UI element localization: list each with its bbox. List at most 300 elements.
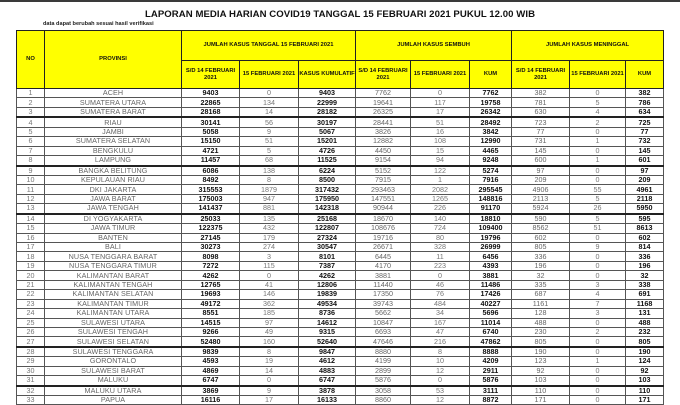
province-name: JAWA BARAT xyxy=(45,194,182,203)
table-row xyxy=(17,185,664,194)
cases-until-14feb: 4593 xyxy=(182,357,240,366)
deaths-15feb: 0 xyxy=(570,386,626,396)
recovered-cumulative: 5876 xyxy=(470,376,512,386)
recovered-15feb: 51 xyxy=(411,117,470,127)
table-row xyxy=(17,224,664,233)
recovered-15feb: 140 xyxy=(411,214,470,224)
cases-15feb: 14 xyxy=(240,107,299,117)
province-name: SUMATERA BARAT xyxy=(45,107,182,117)
row-number: 20 xyxy=(17,271,45,280)
deaths-cumulative: 92 xyxy=(626,366,664,375)
recovered-until-14feb: 9154 xyxy=(356,156,411,166)
table-row xyxy=(17,357,664,366)
cases-cumulative: 22999 xyxy=(299,98,356,107)
deaths-cumulative: 196 xyxy=(626,261,664,270)
recovered-cumulative: 40227 xyxy=(470,299,512,308)
deaths-until-14feb: 600 xyxy=(512,156,570,166)
cases-until-14feb: 4869 xyxy=(182,366,240,375)
recovered-cumulative: 26999 xyxy=(470,243,512,252)
recovered-15feb: 484 xyxy=(411,299,470,308)
table-row xyxy=(17,290,664,299)
deaths-cumulative: 595 xyxy=(626,214,664,224)
province-name: SULAWESI TENGAH xyxy=(45,327,182,336)
recovered-15feb: 80 xyxy=(411,233,470,242)
province-name: DI YOGYAKARTA xyxy=(45,214,182,224)
province-name: BALI xyxy=(45,243,182,252)
deaths-15feb: 0 xyxy=(570,146,626,155)
table-row xyxy=(17,366,664,375)
cases-15feb: 17 xyxy=(240,396,299,405)
province-name: BANTEN xyxy=(45,233,182,242)
cases-15feb: 0 xyxy=(240,376,299,386)
recovered-until-14feb: 3058 xyxy=(356,386,411,396)
cases-cumulative: 175950 xyxy=(299,194,356,203)
recovered-15feb: 117 xyxy=(411,98,470,107)
cases-until-14feb: 27145 xyxy=(182,233,240,242)
cases-until-14feb: 8492 xyxy=(182,175,240,184)
deaths-15feb: 1 xyxy=(570,357,626,366)
cases-cumulative: 122807 xyxy=(299,224,356,233)
deaths-cumulative: 190 xyxy=(626,347,664,357)
recovered-15feb: 46 xyxy=(411,280,470,289)
table-row xyxy=(17,233,664,242)
deaths-until-14feb: 1161 xyxy=(512,299,570,308)
deaths-15feb: 3 xyxy=(570,280,626,289)
deaths-cumulative: 77 xyxy=(626,127,664,136)
deaths-until-14feb: 687 xyxy=(512,290,570,299)
province-name: RIAU xyxy=(45,117,182,127)
deaths-cumulative: 488 xyxy=(626,318,664,327)
cases-15feb: 3 xyxy=(240,252,299,261)
recovered-cumulative: 19796 xyxy=(470,233,512,242)
header-no: NO xyxy=(17,31,45,89)
recovered-until-14feb: 26671 xyxy=(356,243,411,252)
province-name: SUMATERA SELATAN xyxy=(45,137,182,146)
recovered-15feb: 122 xyxy=(411,166,470,176)
recovered-until-14feb: 293463 xyxy=(356,185,411,194)
table-row xyxy=(17,299,664,308)
recovered-cumulative: 8872 xyxy=(470,396,512,405)
deaths-cumulative: 691 xyxy=(626,290,664,299)
header-sembuh-kum: KUM xyxy=(470,61,512,89)
province-name: SUMATERA UTARA xyxy=(45,98,182,107)
cases-15feb: 134 xyxy=(240,98,299,107)
cases-15feb: 160 xyxy=(240,337,299,347)
recovered-15feb: 53 xyxy=(411,386,470,396)
province-name: DKI JAKARTA xyxy=(45,185,182,194)
table-row xyxy=(17,146,664,155)
recovered-cumulative: 26342 xyxy=(470,107,512,117)
deaths-cumulative: 732 xyxy=(626,137,664,146)
recovered-cumulative: 7762 xyxy=(470,89,512,98)
recovered-cumulative: 17426 xyxy=(470,290,512,299)
recovered-cumulative: 19758 xyxy=(470,98,512,107)
cases-until-14feb: 25033 xyxy=(182,214,240,224)
row-number: 3 xyxy=(17,107,45,117)
deaths-until-14feb: 97 xyxy=(512,166,570,176)
recovered-15feb: 216 xyxy=(411,337,470,347)
deaths-until-14feb: 103 xyxy=(512,376,570,386)
deaths-until-14feb: 190 xyxy=(512,347,570,357)
recovered-cumulative: 2911 xyxy=(470,366,512,375)
cases-15feb: 947 xyxy=(240,194,299,203)
deaths-cumulative: 110 xyxy=(626,386,664,396)
deaths-cumulative: 2118 xyxy=(626,194,664,203)
deaths-cumulative: 5950 xyxy=(626,204,664,214)
deaths-until-14feb: 805 xyxy=(512,337,570,347)
recovered-cumulative: 12990 xyxy=(470,137,512,146)
cases-15feb: 362 xyxy=(240,299,299,308)
province-name: PAPUA xyxy=(45,396,182,405)
report-subtitle: data dapat berubah sesuai hasil verifikasi xyxy=(43,21,154,27)
cases-15feb: 138 xyxy=(240,166,299,176)
province-name: JAWA TIMUR xyxy=(45,224,182,233)
cases-cumulative: 25168 xyxy=(299,214,356,224)
deaths-15feb: 2 xyxy=(570,117,626,127)
row-number: 12 xyxy=(17,194,45,203)
row-number: 27 xyxy=(17,337,45,347)
cases-15feb: 185 xyxy=(240,309,299,318)
report-title: LAPORAN MEDIA HARIAN COVID19 TANGGAL 15 FEBRUARI 2021 PUKUL 12.00 WIB xyxy=(144,9,536,20)
header-kasus-kumulatif: KASUS KUMULATIF xyxy=(299,61,356,89)
cases-15feb: 0 xyxy=(240,89,299,98)
deaths-15feb: 0 xyxy=(570,261,626,270)
deaths-cumulative: 209 xyxy=(626,175,664,184)
recovered-15feb: 16 xyxy=(411,127,470,136)
deaths-cumulative: 103 xyxy=(626,376,664,386)
deaths-cumulative: 97 xyxy=(626,166,664,176)
recovered-15feb: 11 xyxy=(411,252,470,261)
header-group-sembuh: JUMLAH KASUS SEMBUH xyxy=(356,31,512,61)
row-number: 25 xyxy=(17,318,45,327)
deaths-cumulative: 786 xyxy=(626,98,664,107)
recovered-15feb: 0 xyxy=(411,89,470,98)
deaths-until-14feb: 731 xyxy=(512,137,570,146)
cases-15feb: 56 xyxy=(240,117,299,127)
recovered-until-14feb: 4450 xyxy=(356,146,411,155)
header-sembuh-sd14: S/D 14 FEBRUARI 2021 xyxy=(356,61,411,89)
recovered-15feb: 226 xyxy=(411,204,470,214)
table-row xyxy=(17,175,664,184)
recovered-until-14feb: 11440 xyxy=(356,280,411,289)
cases-cumulative: 8500 xyxy=(299,175,356,184)
cases-until-14feb: 15150 xyxy=(182,137,240,146)
recovered-cumulative: 148816 xyxy=(470,194,512,203)
recovered-15feb: 108 xyxy=(411,137,470,146)
row-number: 14 xyxy=(17,214,45,224)
deaths-cumulative: 124 xyxy=(626,357,664,366)
cases-until-14feb: 5058 xyxy=(182,127,240,136)
cases-cumulative: 9315 xyxy=(299,327,356,336)
deaths-until-14feb: 110 xyxy=(512,386,570,396)
cases-cumulative: 52640 xyxy=(299,337,356,347)
cases-15feb: 135 xyxy=(240,214,299,224)
row-number: 13 xyxy=(17,204,45,214)
table-row xyxy=(17,309,664,318)
province-name: BENGKULU xyxy=(45,146,182,155)
row-number: 31 xyxy=(17,376,45,386)
table-row xyxy=(17,386,664,396)
deaths-15feb: 9 xyxy=(570,243,626,252)
row-number: 22 xyxy=(17,290,45,299)
cases-15feb: 179 xyxy=(240,233,299,242)
deaths-cumulative: 336 xyxy=(626,252,664,261)
recovered-cumulative: 28492 xyxy=(470,117,512,127)
deaths-until-14feb: 8562 xyxy=(512,224,570,233)
row-number: 4 xyxy=(17,117,45,127)
deaths-until-14feb: 2113 xyxy=(512,194,570,203)
deaths-15feb: 0 xyxy=(570,252,626,261)
deaths-15feb: 4 xyxy=(570,107,626,117)
province-name: NUSA TENGGARA TIMUR xyxy=(45,261,182,270)
cases-15feb: 97 xyxy=(240,318,299,327)
row-number: 15 xyxy=(17,224,45,233)
recovered-cumulative: 7916 xyxy=(470,175,512,184)
deaths-15feb: 0 xyxy=(570,233,626,242)
recovered-15feb: 724 xyxy=(411,224,470,233)
recovered-15feb: 17 xyxy=(411,107,470,117)
deaths-cumulative: 131 xyxy=(626,309,664,318)
deaths-cumulative: 32 xyxy=(626,271,664,280)
cases-cumulative: 8101 xyxy=(299,252,356,261)
deaths-until-14feb: 602 xyxy=(512,233,570,242)
row-number: 24 xyxy=(17,309,45,318)
cases-15feb: 68 xyxy=(240,156,299,166)
header-kasus-sd14: S/D 14 FEBRUARI 2021 xyxy=(182,61,240,89)
cases-until-14feb: 30273 xyxy=(182,243,240,252)
cases-cumulative: 19839 xyxy=(299,290,356,299)
recovered-until-14feb: 10847 xyxy=(356,318,411,327)
deaths-15feb: 0 xyxy=(570,376,626,386)
table-row xyxy=(17,243,664,252)
cases-cumulative: 12806 xyxy=(299,280,356,289)
deaths-15feb: 0 xyxy=(570,318,626,327)
table-row xyxy=(17,347,664,357)
deaths-15feb: 0 xyxy=(570,127,626,136)
cases-until-14feb: 11457 xyxy=(182,156,240,166)
table-row xyxy=(17,261,664,270)
deaths-15feb: 0 xyxy=(570,396,626,405)
deaths-cumulative: 725 xyxy=(626,117,664,127)
province-name: SULAWESI BARAT xyxy=(45,366,182,375)
recovered-until-14feb: 6693 xyxy=(356,327,411,336)
recovered-15feb: 1 xyxy=(411,175,470,184)
province-name: JAMBI xyxy=(45,127,182,136)
deaths-15feb: 0 xyxy=(570,166,626,176)
recovered-cumulative: 11014 xyxy=(470,318,512,327)
deaths-15feb: 7 xyxy=(570,299,626,308)
cases-until-14feb: 12765 xyxy=(182,280,240,289)
deaths-cumulative: 8613 xyxy=(626,224,664,233)
row-number: 9 xyxy=(17,166,45,176)
row-number: 28 xyxy=(17,347,45,357)
deaths-until-14feb: 4906 xyxy=(512,185,570,194)
table-row xyxy=(17,214,664,224)
cases-cumulative: 11525 xyxy=(299,156,356,166)
deaths-until-14feb: 196 xyxy=(512,261,570,270)
province-name: BANGKA BELITUNG xyxy=(45,166,182,176)
deaths-15feb: 55 xyxy=(570,185,626,194)
cases-until-14feb: 175003 xyxy=(182,194,240,203)
deaths-15feb: 5 xyxy=(570,214,626,224)
recovered-until-14feb: 108676 xyxy=(356,224,411,233)
recovered-cumulative: 18810 xyxy=(470,214,512,224)
recovered-until-14feb: 39743 xyxy=(356,299,411,308)
deaths-15feb: 51 xyxy=(570,224,626,233)
recovered-15feb: 0 xyxy=(411,376,470,386)
cases-until-14feb: 9266 xyxy=(182,327,240,336)
deaths-cumulative: 601 xyxy=(626,156,664,166)
cases-until-14feb: 16116 xyxy=(182,396,240,405)
recovered-15feb: 223 xyxy=(411,261,470,270)
recovered-until-14feb: 19716 xyxy=(356,233,411,242)
recovered-cumulative: 91170 xyxy=(470,204,512,214)
row-number: 30 xyxy=(17,366,45,375)
cases-until-14feb: 49172 xyxy=(182,299,240,308)
cases-cumulative: 3878 xyxy=(299,386,356,396)
cases-15feb: 1879 xyxy=(240,185,299,194)
cases-15feb: 881 xyxy=(240,204,299,214)
table-row xyxy=(17,127,664,136)
province-name: SULAWESI SELATAN xyxy=(45,337,182,347)
deaths-15feb: 0 xyxy=(570,347,626,357)
recovered-15feb: 12 xyxy=(411,366,470,375)
recovered-cumulative: 6740 xyxy=(470,327,512,336)
cases-until-14feb: 315553 xyxy=(182,185,240,194)
cases-cumulative: 14612 xyxy=(299,318,356,327)
row-number: 19 xyxy=(17,261,45,270)
cases-cumulative: 15201 xyxy=(299,137,356,146)
deaths-until-14feb: 171 xyxy=(512,396,570,405)
covid-report-table xyxy=(16,30,664,405)
header-meninggal-sd14: S/D 14 FEBRUARI 2021 xyxy=(512,61,570,89)
row-number: 7 xyxy=(17,146,45,155)
cases-until-14feb: 22865 xyxy=(182,98,240,107)
recovered-cumulative: 5696 xyxy=(470,309,512,318)
recovered-15feb: 1265 xyxy=(411,194,470,203)
province-name: MALUKU xyxy=(45,376,182,386)
province-name: KALIMANTAN BARAT xyxy=(45,271,182,280)
recovered-until-14feb: 8860 xyxy=(356,396,411,405)
header-group-kasus: JUMLAH KASUS TANGGAL 15 FEBRUARI 2021 xyxy=(182,31,356,61)
recovered-cumulative: 295545 xyxy=(470,185,512,194)
cases-cumulative: 317432 xyxy=(299,185,356,194)
deaths-15feb: 0 xyxy=(570,366,626,375)
table-row xyxy=(17,318,664,327)
deaths-cumulative: 232 xyxy=(626,327,664,336)
row-number: 32 xyxy=(17,386,45,396)
recovered-15feb: 47 xyxy=(411,327,470,336)
province-name: NUSA TENGGARA BARAT xyxy=(45,252,182,261)
cases-until-14feb: 9403 xyxy=(182,89,240,98)
recovered-cumulative: 109400 xyxy=(470,224,512,233)
cases-cumulative: 49534 xyxy=(299,299,356,308)
cases-15feb: 5 xyxy=(240,146,299,155)
cases-until-14feb: 6747 xyxy=(182,376,240,386)
cases-cumulative: 4883 xyxy=(299,366,356,375)
table-row xyxy=(17,98,664,107)
cases-cumulative: 16133 xyxy=(299,396,356,405)
province-name: KALIMANTAN TENGAH xyxy=(45,280,182,289)
recovered-cumulative: 8888 xyxy=(470,347,512,357)
row-number: 5 xyxy=(17,127,45,136)
province-name: LAMPUNG xyxy=(45,156,182,166)
recovered-15feb: 15 xyxy=(411,146,470,155)
cases-until-14feb: 52480 xyxy=(182,337,240,347)
cases-cumulative: 4726 xyxy=(299,146,356,155)
deaths-until-14feb: 209 xyxy=(512,175,570,184)
deaths-until-14feb: 590 xyxy=(512,214,570,224)
cases-until-14feb: 8551 xyxy=(182,309,240,318)
cases-15feb: 41 xyxy=(240,280,299,289)
deaths-until-14feb: 5924 xyxy=(512,204,570,214)
table-row xyxy=(17,107,664,117)
recovered-cumulative: 11486 xyxy=(470,280,512,289)
cases-until-14feb: 6086 xyxy=(182,166,240,176)
deaths-until-14feb: 723 xyxy=(512,117,570,127)
row-number: 8 xyxy=(17,156,45,166)
recovered-until-14feb: 90944 xyxy=(356,204,411,214)
deaths-cumulative: 382 xyxy=(626,89,664,98)
deaths-until-14feb: 145 xyxy=(512,146,570,155)
cases-cumulative: 28182 xyxy=(299,107,356,117)
recovered-15feb: 167 xyxy=(411,318,470,327)
row-number: 17 xyxy=(17,243,45,252)
recovered-15feb: 2082 xyxy=(411,185,470,194)
deaths-until-14feb: 336 xyxy=(512,252,570,261)
province-name: ACEH xyxy=(45,89,182,98)
table-row xyxy=(17,89,664,98)
province-name: SULAWESI UTARA xyxy=(45,318,182,327)
deaths-cumulative: 4961 xyxy=(626,185,664,194)
cases-cumulative: 9847 xyxy=(299,347,356,357)
cases-cumulative: 6747 xyxy=(299,376,356,386)
recovered-15feb: 10 xyxy=(411,357,470,366)
header-sembuh-15feb: 15 FEBRUARI 2021 xyxy=(411,61,470,89)
cases-15feb: 9 xyxy=(240,127,299,136)
deaths-15feb: 1 xyxy=(570,137,626,146)
recovered-15feb: 76 xyxy=(411,290,470,299)
row-number: 10 xyxy=(17,175,45,184)
row-number: 6 xyxy=(17,137,45,146)
deaths-15feb: 0 xyxy=(570,271,626,280)
deaths-15feb: 2 xyxy=(570,327,626,336)
deaths-cumulative: 1168 xyxy=(626,299,664,308)
province-name: KALIMANTAN TIMUR xyxy=(45,299,182,308)
cases-15feb: 0 xyxy=(240,271,299,280)
deaths-until-14feb: 92 xyxy=(512,366,570,375)
cases-cumulative: 7387 xyxy=(299,261,356,270)
table-row xyxy=(17,204,664,214)
recovered-cumulative: 3842 xyxy=(470,127,512,136)
deaths-cumulative: 814 xyxy=(626,243,664,252)
cases-until-14feb: 8098 xyxy=(182,252,240,261)
cases-cumulative: 142318 xyxy=(299,204,356,214)
cases-15feb: 146 xyxy=(240,290,299,299)
province-name: GORONTALO xyxy=(45,357,182,366)
header-provinsi: PROVINSI xyxy=(45,31,182,89)
recovered-until-14feb: 5876 xyxy=(356,376,411,386)
cases-until-14feb: 30141 xyxy=(182,117,240,127)
cases-until-14feb: 14515 xyxy=(182,318,240,327)
cases-15feb: 8 xyxy=(240,175,299,184)
deaths-until-14feb: 805 xyxy=(512,243,570,252)
deaths-until-14feb: 630 xyxy=(512,107,570,117)
header-meninggal-15feb: 15 FEBRUARI 2021 xyxy=(570,61,626,89)
table-row xyxy=(17,156,664,166)
cases-until-14feb: 3869 xyxy=(182,386,240,396)
header-kasus-15feb: 15 FEBRUARI 2021 xyxy=(240,61,299,89)
